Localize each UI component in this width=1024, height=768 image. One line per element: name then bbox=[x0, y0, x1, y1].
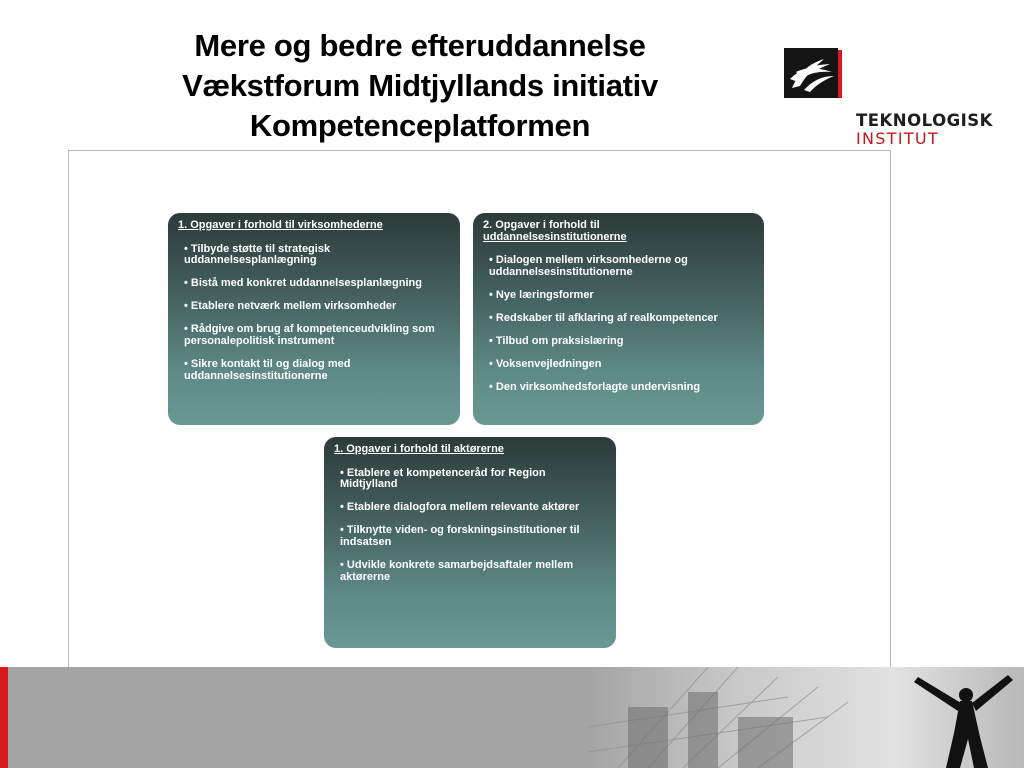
list-item: • Tilbud om praksislæring bbox=[489, 335, 624, 348]
box-heading-prefix: 2. Opgaver i forhold til bbox=[483, 219, 600, 231]
list-item: • Etablere netværk mellem virksomheder bbox=[184, 300, 397, 313]
box-aktoererne bbox=[324, 437, 616, 648]
list-item: • Tilknytte viden- og forskningsinstitutioner til indsatsen bbox=[340, 524, 580, 548]
title-line-3: Kompetenceplatformen bbox=[249, 108, 591, 143]
list-item: • Voksenvejledningen bbox=[489, 358, 602, 371]
slide-title bbox=[120, 26, 720, 146]
list-item: • Redskaber til afklaring af realkompetencer bbox=[489, 311, 718, 324]
box-heading: 1. Opgaver i forhold til virksomhederne bbox=[178, 219, 383, 231]
list-item: • Den virksomhedsforlagte undervisning bbox=[489, 381, 701, 394]
footer-photo-silhouette-icon bbox=[588, 667, 1024, 768]
box-virksomhederne bbox=[168, 213, 460, 425]
title-line-2: Vækstforum Midtjyllands initiativ bbox=[182, 68, 658, 103]
list-item: • Tilbyde støtte til strategisk uddannelsesplanlægning bbox=[184, 242, 331, 267]
box-heading: 1. Opgaver i forhold til aktørerne bbox=[334, 443, 504, 455]
list-item: • Etablere et kompetenceråd for Region Midtjylland bbox=[340, 466, 546, 491]
box-uddannelsesinstitutionerne bbox=[473, 213, 764, 425]
list-item: • Rådgive om brug af kompetenceudvikling som personalepolitisk instrument bbox=[184, 323, 435, 348]
box-heading: uddannelsesinstitutionerne bbox=[483, 230, 627, 243]
list-item: • Nye læringsformer bbox=[489, 288, 594, 301]
logo-text bbox=[856, 112, 993, 148]
list-item: • Udvikle konkrete samarbejdsaftaler mellem aktørerne bbox=[340, 559, 574, 583]
list-item: • Dialogen mellem virksomhederne og uddannelsesinstitutionerne bbox=[489, 254, 688, 278]
teknologisk-institut-emblem-icon bbox=[784, 48, 842, 100]
logo-line-2: INSTITUT bbox=[856, 129, 939, 148]
footer-accent bbox=[0, 667, 8, 768]
list-item: • Bistå med konkret uddannelsesplanlægning bbox=[184, 277, 422, 290]
list-item: • Sikre kontakt til og dialog med uddannelsesinstitutionerne bbox=[184, 358, 351, 382]
logo-line-1: TEKNOLOGISK bbox=[856, 111, 993, 130]
title-line-1: Mere og bedre efteruddannelse bbox=[194, 28, 646, 63]
list-item: • Etablere dialogfora mellem relevante aktører bbox=[340, 501, 580, 514]
